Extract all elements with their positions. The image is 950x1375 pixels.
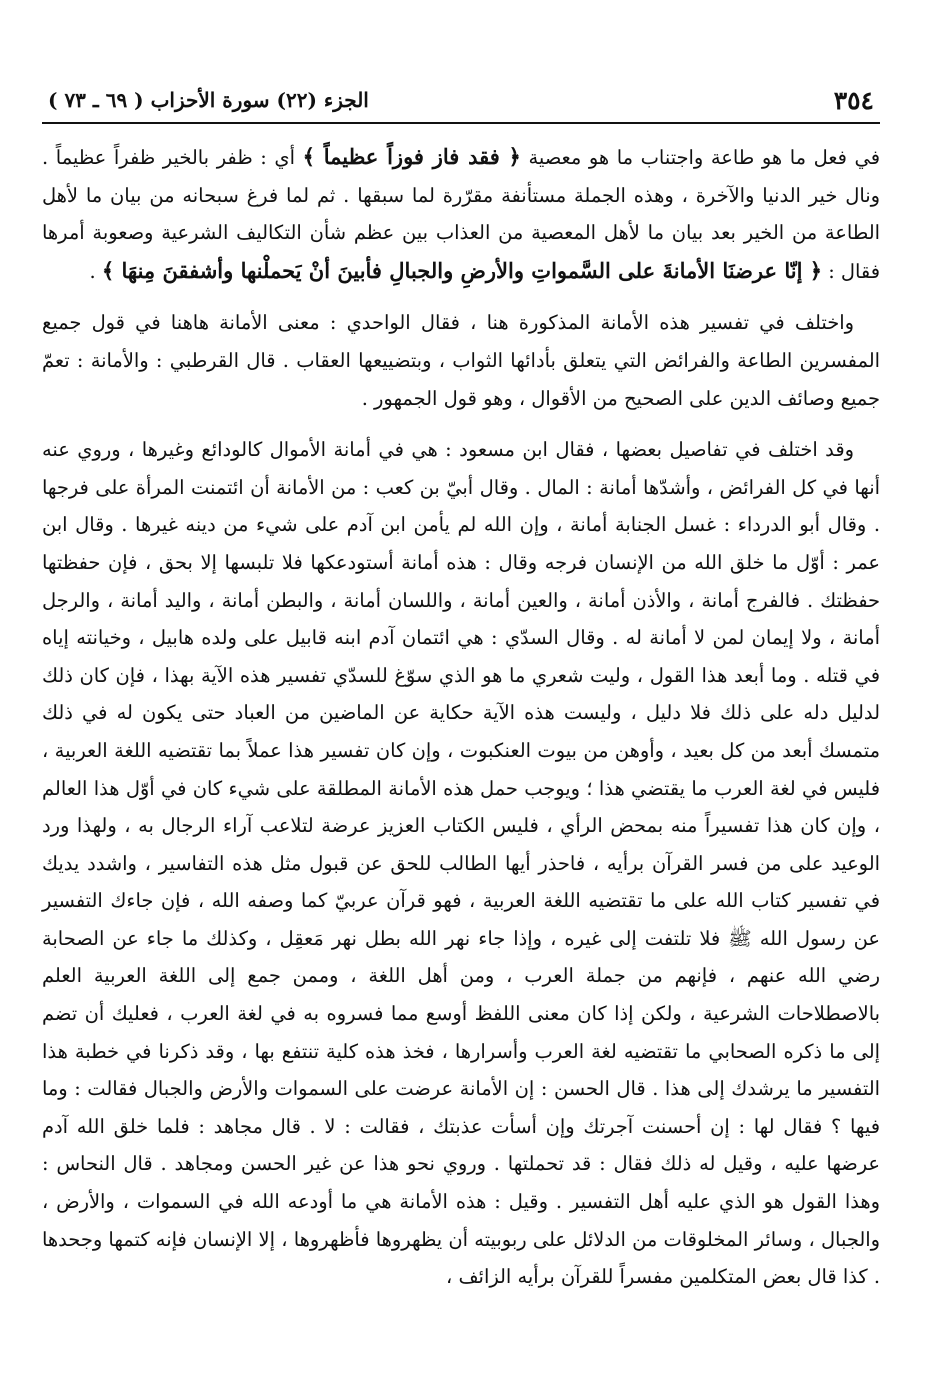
running-head: الجزء (٢٢) سورة الأحزاب ( ٦٩ ـ ٧٣ ) [48,88,369,112]
paragraph-1 [42,138,880,290]
text-segment: في فعل ما هو طاعة واجتناب ما هو معصية [528,146,880,169]
paragraph-3: وقد اختلف في تفاصيل بعضها ، فقال ابن مسعود : هي في أمانة الأموال كالودائع وغيرها ، وروي عنه أنها في كل الفرائض ، وأشدّها أمانة : المال . وقال أبيّ بن كعب : من الأمانة أن ائتمنت المرأة على فرجها . وقال أبو الدرداء : غسل الجنابة أمانة ، وإن الله لم يأمن ابن آدم على شيء من دينه غيرها . وقال ابن عمر : أوّل ما خلق الله من الإنسان فرجه وقال : هذه أمانة أستودعكها فلا تلبسها إلا بحق ، فإن حفظتها حفظتك . فالفرج أمانة ، والأذن أمانة ، والعين أمانة ، واللسان أمانة ، والبطن أمانة ، واليد أمانة ، والرجل أمانة ، ولا إيمان لمن لا أمانة له . وقال السدّي : هي ائتمان آدم ابنه قابيل على ولده هابيل ، وخيانته إياه في قتله . وما أبعد هذا القول ، وليت شعري ما هو الذي سوّغ للسدّي تفسير هذه الآية بهذا ، فإن كان ذلك لدليل دله على ذلك فلا دليل ، وليست هذه الآية حكاية عن الماضين من العباد حتى يكون له في ذلك متمسك أبعد من كل بعيد ، وأوهن من بيوت العنكبوت ، وإن كان تفسير هذا عملاً بما تقتضيه اللغة العربية ، فليس في لغة العرب ما يقتضي هذا ؛ ويوجب حمل هذه الأمانة المطلقة على شيء كان في أوّل هذا العالم ، وإن كان هذا تفسيراً منه بمحض الرأي ، فليس الكتاب العزيز عرضة لتلاعب آراء الرجال به ، ولهذا ورد الوعيد على من فسر القرآن برأيه ، فاحذر أيها الطالب للحق عن قبول مثل هذه التفاسير ، واشدد يديك في تفسير كتاب الله على ما تقتضيه اللغة العربية ، فهو قرآن عربيّ كما وصفه الله ، فإن جاءك التفسير عن رسول الله ﷺ فلا تلتفت إلى غيره ، وإذا جاء نهر الله بطل نهر مَعقِل ، وكذلك ما جاء عن الصحابة رضي الله عنهم ، فإنهم من جملة العرب ، ومن أهل اللغة ، وممن جمع إلى اللغة العربية العلم بالاصطلاحات الشرعية ، ولكن إذا كان معنى اللفظ أوسع مما فسروه به في لغة العرب ، فعليك أن تضم إلى ما ذكره الصحابي ما تقتضيه لغة العرب وأسرارها ، فخذ هذه كلية تنتفع بها ، وقد ذكرنا في خطبة هذا التفسير ما يرشدك إلى هذا . قال الحسن : إن الأمانة عرضت على السموات والأرض والجبال فقالت : وما فيها ؟ فقال لها : إن أحسنت آجرتك وإن أسأت عذبتك ، فقالت : لا . قال مجاهد : فلما خلق الله آدم عرضها عليه ، وقيل له ذلك فقال : قد تحملتها . وروي نحو هذا عن غير الحسن ومجاهد . قال النحاس : وهذا القول هو الذي عليه أهل التفسير . وقيل : هذه الأمانة هي ما أودعه الله في السموات ، والأرض ، والجبال ، وسائر المخلوقات من الدلائل على ربوبيته أن يظهروها فأظهروها ، إلا الإنسان فإنه كتمها وجحدها . كذا قال بعض المتكلمين مفسراً للقرآن برأيه الزائف ، [42,438,880,1289]
page-number: ٣٥٤ [833,86,874,115]
paragraph-2: واختلف في تفسير هذه الأمانة المذكورة هنا ، فقال الواحدي : معنى الأمانة هاهنا في قول جميع المفسرين الطاعة والفرائض التي يتعلق بأدائها الثواب ، وبتضييعها العقاب . قال القرطبي : والأمانة : تعمّ جميع وصائف الدين على الصحيح من الأقوال ، وهو قول الجمهور . [42,311,880,410]
book-page [42,82,880,1310]
quran-verse: ﴿ فقد فاز فوزاً عظيماً ﴾ [302,144,521,169]
page-header [42,82,880,124]
text-segment: أي : ظفر بالخير ظفراً عظيماً . ونال خير الدنيا والآخرة ، وهذه الجملة مستأنفة مقرّرة لما سبقها . ثم لما فرغ سبحانه من بيان ما لأهل الطاعة من الخير بعد بيان ما لأهل المعصية من العذاب بين عظم شأن التكاليف الشرعية وصعوبة أمرها فقال : [42,146,880,283]
body-text [42,124,880,1296]
text-segment: . [89,259,96,283]
quran-verse: ﴿ إنّا عرضنَا الأمانةَ على السَّمواتِ والأرضِ والجبالِ فأبينَ أنْ يَحملْنها وأشفقنَ مِنهَا ﴾ [101,257,823,283]
